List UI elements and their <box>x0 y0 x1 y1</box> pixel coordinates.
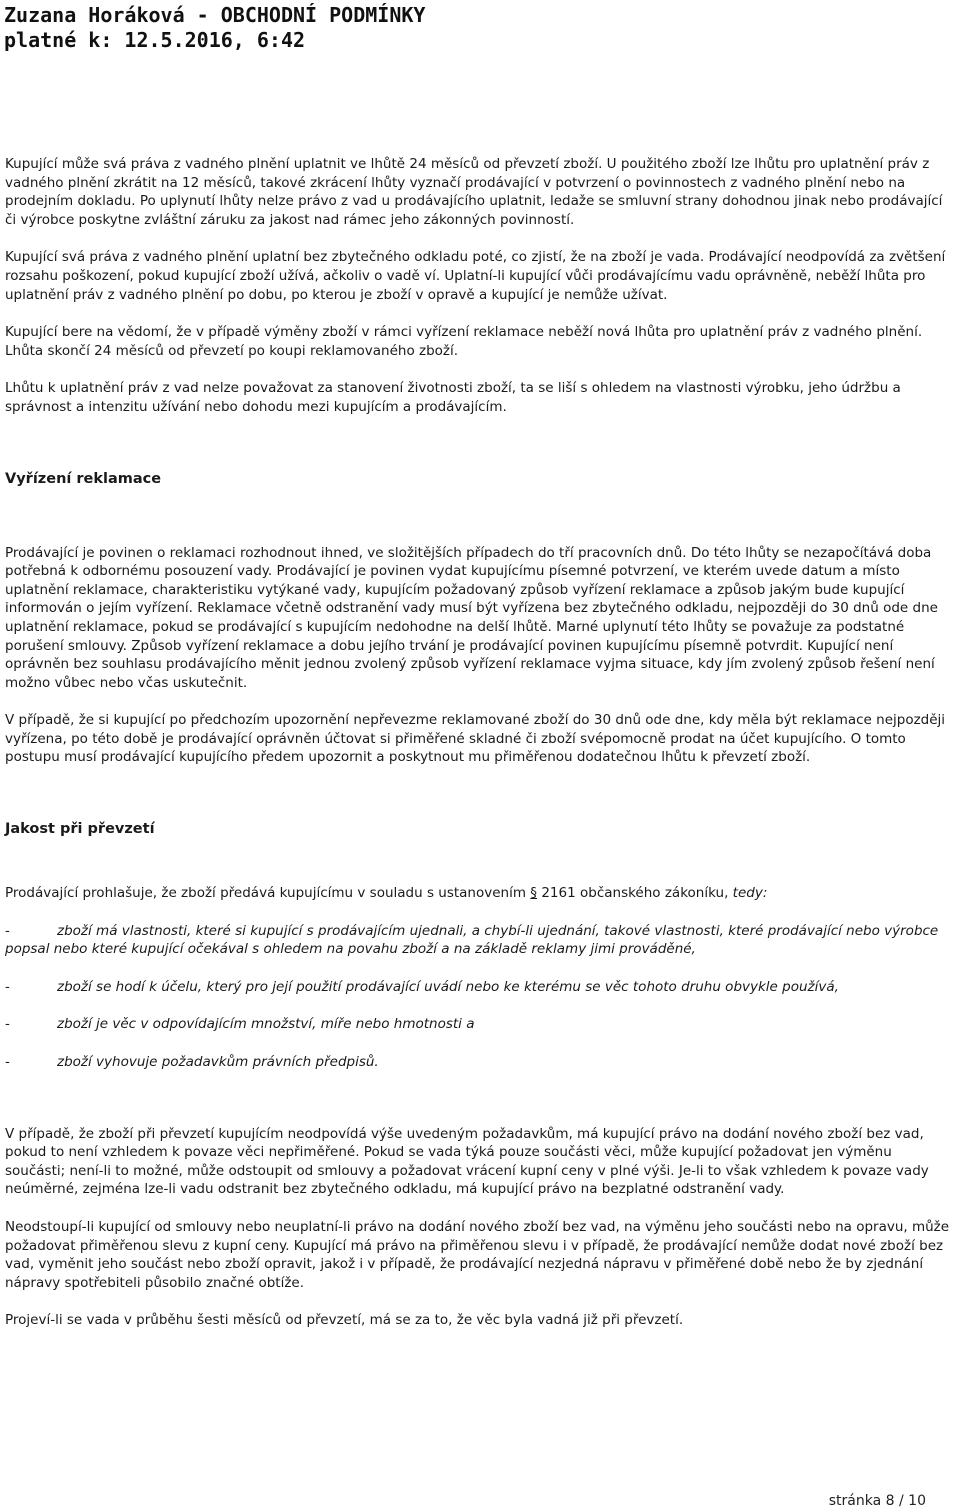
list-dash: - <box>5 922 10 939</box>
paragraph-warranty-period: Kupující může svá práva z vadného plnění uplatnit ve lhůtě 24 měsíců od převzetí zboží. U použitého zboží lze lhůtu pro uplatnění práv z vadného plnění zkrátit na 12 měsíců, takové zkrácení lhůty vyznačí prodávající v potvrzení o povinnostech z vadného plnění nebo na prodejním dokladu. Po uplynutí lhůty nelze právo z vad u prodávajícího uplatnit, ledaže se smluvní strany dohodnou jinak nebo prodávající či výrobce poskytne zvláštní záruku za jakost nad rámec jeho zákonných povinností. <box>5 156 943 228</box>
list-item <box>5 922 955 959</box>
list-item <box>5 978 955 997</box>
document-header <box>4 3 954 53</box>
paragraph-nonconforming-goods: V případě, že zboží při převzetí kupujícím neodpovídá výše uvedeným požadavkům, má kupující právo na dodání nového zboží bez vad, pokud to není vzhledem k povaze věci nepřiměřené. Pokud se vada týká pouze součásti věci, může kupující požadovat jen výměnu součásti; není-li to možné, může odstoupit od smlouvy a požadovat vrácení kupní ceny v plné výši. Je-li to však vzhledem k povaze vady neúměrné, zejména lze-li vadu odstranit bez zbytečného odkladu, má kupující právo na bezplatné odstranění vady. <box>5 1125 929 1198</box>
validity-date: platné k: 12.5.2016, 6:42 <box>4 28 306 52</box>
spacer <box>5 786 955 820</box>
document-title: Zuzana Horáková - OBCHODNÍ PODMÍNKY <box>4 3 426 27</box>
paragraph-claim-without-delay: Kupující svá práva z vadného plnění uplatní bez zbytečného odkladu poté, co zjistí, že na zboží je vada. Prodávající neodpovídá za zvětšení rozsahu poškození, pokud kupující zboží užívá, ačkoliv o vadě ví. Uplatní-li kupující vůči prodávajícímu vadu oprávněně, neběží lhůta pro uplatnění práv z vadného plnění po dobu, po kterou je zboží v opravě a kupující je nemůže užívat. <box>5 249 946 303</box>
paragraph-exchange-period: Kupující bere na vědomí, že v případě výměny zboží v rámci vyřízení reklamace neběží nová lhůta pro uplatnění práv z vadného plnění. Lhůta skončí 24 měsíců od převzetí po koupi reklamovaného zboží. <box>5 324 923 359</box>
list-item <box>5 1053 955 1072</box>
section-heading-quality-on-receipt: Jakost při převzetí <box>5 821 155 838</box>
list-item <box>5 1015 955 1034</box>
declaration-text: Prodávající prohlašuje, že zboží předává kupujícímu v souladu s ustanovením <box>5 885 531 902</box>
declaration-tedy: tedy: <box>732 885 768 902</box>
list-dash: - <box>5 978 10 995</box>
section-sign: § <box>530 885 538 902</box>
section-heading-complaint-handling: Vyřízení reklamace <box>5 470 162 487</box>
list-dash: - <box>5 1016 10 1033</box>
spacer <box>5 489 955 544</box>
paragraph-lifetime: Lhůtu k uplatnění práv z vad nelze považovat za stanovení životnosti zboží, ta se liší s ohledem na vlastnosti výrobku, jeho údržbu a správnost a intenzitu užívání nebo dohodu mezi kupujícím a prodávajícím. <box>5 380 901 415</box>
spacer <box>5 839 955 884</box>
document-body <box>5 155 955 1349</box>
paragraph-storage-fee: V případě, že si kupující po předchozím upozornění nepřevezme reklamované zboží do 30 dnů ode dne, kdy měla být reklamace nejpozději vyřízena, po této době je prodávající oprávněn účtovat si přiměřené skladné či zboží svépomocně prodat na účet kupujícího. O tomto postupu musí prodávající kupujícího předem upozornit a poskytnout mu přiměřenou dodatečnou lhůtu k převzetí zboží. <box>5 712 946 766</box>
list-item-text: zboží je věc v odpovídajícím množství, míře nebo hmotnosti a <box>57 1016 475 1033</box>
spacer <box>5 436 955 470</box>
paragraph-seller-declaration <box>5 884 955 903</box>
list-item-text: zboží vyhovuje požadavkům právních předpisů. <box>57 1054 379 1071</box>
list-item-text: zboží má vlastnosti, které si kupující s prodávajícím ujednali, a chybí-li ujednání, takové vlastnosti, které prodávající nebo výrobce popsal nebo které kupující očekával s ohledem na povahu zboží a na základě reklamy jimi prováděné, <box>5 922 939 958</box>
list-dash: - <box>5 1054 10 1071</box>
paragraph-complaint-decision: Prodávající je povinen o reklamaci rozhodnout ihned, ve složitějších případech do tří pracovních dnů. Do této lhůty se nezapočítává doba potřebná k odbornému posouzení vady. Prodávající je povinen vydat kupujícímu písemné potvrzení, ve kterém uvede datum a místo uplatnění reklamace, charakteristiku vytýkané vady, kupujícím požadovaný způsob vyřízení reklamace a způsob jakým bude kupující informován o jejím vyřízení. Reklamace včetně odstranění vady musí být vyřízena bez zbytečného odkladu, nejpozději do 30 dnů ode dne uplatnění reklamace, pokud se prodávající s kupujícím nedohodne na delší lhůtě. Marné uplynutí této lhůty se považuje za podstatné porušení smlouvy. Způsob vyřízení reklamace a dobu jejího trvání je prodávající povinen kupujícímu písemně potvrdit. Kupující není oprávněn bez souhlasu prodávajícího měnit jednou zvolený způsob vyřízení reklamace vyjma situace, kdy jím zvolený způsob řešení není možno vůbec nebo včas uskutečnit. <box>5 544 938 691</box>
declaration-text-cont: 2161 občanského zákoníku, <box>537 885 733 902</box>
list-item-text: zboží se hodí k účelu, který pro její použití prodávající uvádí nebo ke kterému se věc tohoto druhu obvykle používá, <box>57 978 839 995</box>
paragraph-price-discount: Neodstoupí-li kupující od smlouvy nebo neuplatní-li právo na dodání nového zboží bez vad, na výměnu jeho součásti nebo na opravu, může požadovat přiměřenou slevu z kupní ceny. Kupující má právo na přiměřenou slevu i v případě, že prodávající nemůže dodat nové zboží bez vad, vyměnit jeho součást nebo zboží opravit, jakož i v případě, že prodávající nezjedná nápravu v přiměřené době nebo že by zjednání nápravy spotřebiteli působilo značné obtíže. <box>5 1219 950 1291</box>
page-number: stránka 8 / 10 <box>828 1493 926 1509</box>
spacer <box>5 1091 955 1125</box>
paragraph-six-months: Projeví-li se vada v průběhu šesti měsíců od převzetí, má se za to, že věc byla vadná již při převzetí. <box>5 1312 684 1329</box>
